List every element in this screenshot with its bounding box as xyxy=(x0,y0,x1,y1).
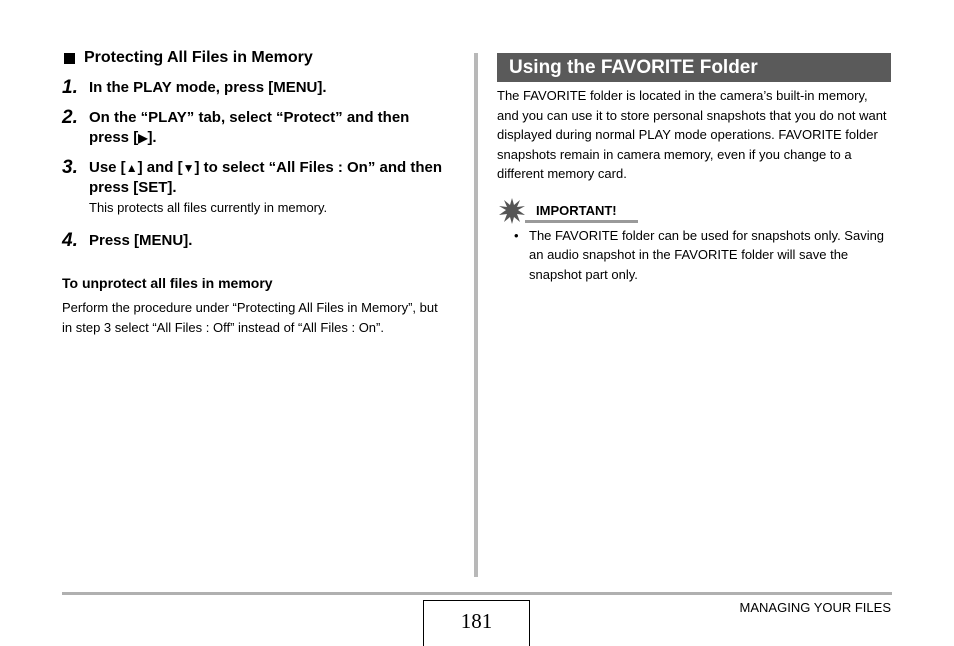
step-text-part: ] to select “All Files : On” and then press [SET]. xyxy=(89,159,442,196)
starburst-icon xyxy=(499,198,525,224)
bullet-text: The FAVORITE folder can be used for snapshots only. Saving an audio snapshot in the FAVORITE folder will save the snapshot part only. xyxy=(529,227,885,282)
step-text-part: ]. xyxy=(147,129,157,146)
important-callout xyxy=(497,200,891,224)
column-divider xyxy=(474,53,478,577)
step-1 xyxy=(62,78,462,98)
page-number: 181 xyxy=(423,600,530,646)
step-4 xyxy=(62,231,462,251)
step-number: 1. xyxy=(62,77,78,98)
step-number: 3. xyxy=(62,157,78,178)
favorite-paragraph: The FAVORITE folder is located in the camera’s built-in memory, and you can use it to store personal snapshots that you do not want displayed during normal PLAY mode operations. FAVORITE folder snapshots remain in camera memory, even if you change to a different memory card. xyxy=(497,88,887,181)
step-text: Press [MENU]. xyxy=(89,232,193,249)
section-banner: Using the FAVORITE Folder xyxy=(497,53,891,82)
section-heading xyxy=(62,48,462,68)
important-bullets xyxy=(497,226,891,285)
step-number: 2. xyxy=(62,107,78,128)
step-text-part: Use [ xyxy=(89,159,126,176)
square-bullet-icon xyxy=(64,53,75,64)
step-text xyxy=(89,158,449,217)
list-item xyxy=(497,226,891,285)
arrow-up-icon: ▲ xyxy=(125,161,138,175)
step-3 xyxy=(62,158,462,217)
step-text-part: On the “PLAY” tab, select “Protect” and then press [ xyxy=(89,109,410,146)
important-label: IMPORTANT! xyxy=(536,202,617,218)
unprotect-paragraph: Perform the procedure under “Protecting All Files in Memory”, but in step 3 select “All Files : Off” instead of “All Files : On”. xyxy=(62,300,438,335)
step-number: 4. xyxy=(62,230,78,251)
play-right-icon: ▶ xyxy=(138,131,148,145)
section-title: Protecting All Files in Memory xyxy=(84,49,313,66)
step-text xyxy=(89,108,449,148)
left-column xyxy=(62,48,462,337)
bullet-dot-icon: • xyxy=(514,227,519,243)
footer-rule xyxy=(62,592,892,595)
right-column xyxy=(497,53,891,284)
footer-section-label: MANAGING YOUR FILES xyxy=(739,600,891,615)
arrow-down-icon: ▼ xyxy=(182,161,195,175)
step-note: This protects all files currently in memory. xyxy=(89,200,328,215)
step-text: In the PLAY mode, press [MENU]. xyxy=(89,79,327,96)
subheading: To unprotect all files in memory xyxy=(62,275,273,291)
step-text-part: ] and [ xyxy=(137,159,183,176)
step-2 xyxy=(62,108,462,148)
important-underline xyxy=(525,220,638,223)
